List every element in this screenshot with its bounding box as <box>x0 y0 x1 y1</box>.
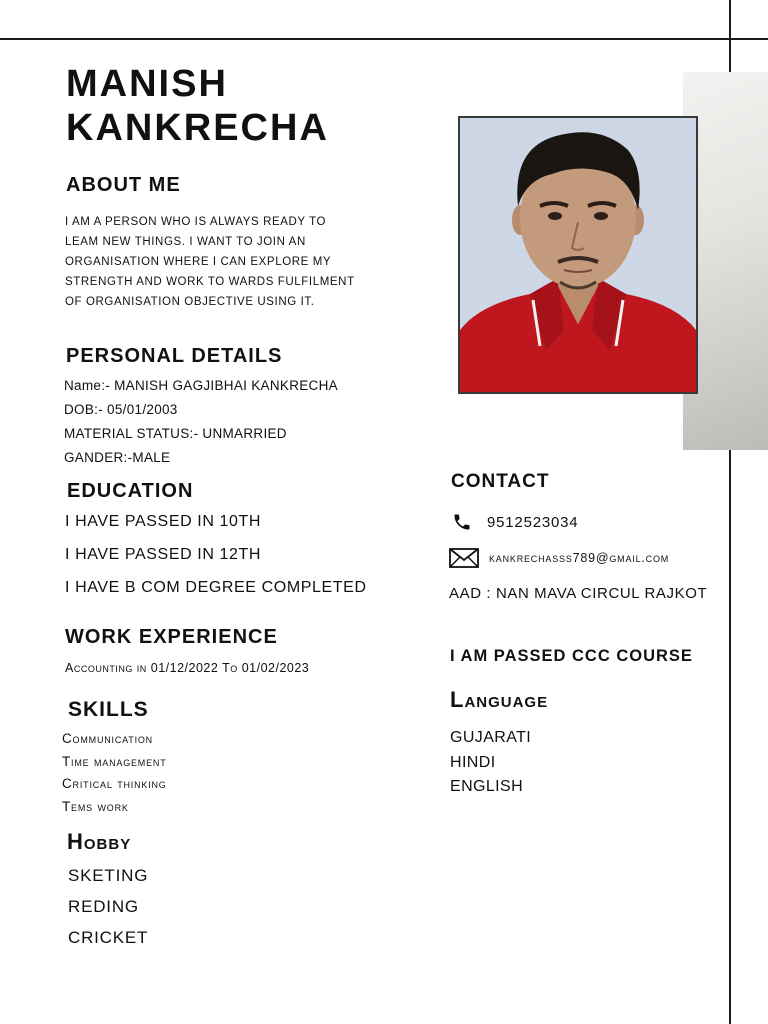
top-divider-line <box>0 38 768 40</box>
address-line: AAD : NAN MAVA CIRCUL RAJKOT <box>449 585 708 602</box>
about-heading: ABOUT ME <box>66 174 181 196</box>
phone-number[interactable]: 9512523034 <box>487 513 579 531</box>
contact-phone-row <box>452 512 578 532</box>
hobby-item: SKETING <box>68 866 149 885</box>
personal-details-list <box>64 374 338 470</box>
course-statement: I AM PASSED CCC COURSE <box>450 647 693 665</box>
personal-heading: PERSONAL DETAILS <box>66 345 283 367</box>
language-list <box>450 726 531 800</box>
language-item: HINDI <box>450 753 496 771</box>
personal-marital-status: MATERIAL STATUS:- UNMARRIED <box>64 426 287 441</box>
first-name: MANISH <box>66 63 228 105</box>
education-item: I HAVE PASSED IN 12TH <box>65 546 262 563</box>
skill-item: Time management <box>62 753 167 769</box>
phone-icon <box>452 512 472 532</box>
language-heading: Language <box>450 687 549 712</box>
work-heading: WORK EXPERIENCE <box>65 626 278 648</box>
personal-dob: DOB:- 05/01/2003 <box>64 402 178 417</box>
language-item: ENGLISH <box>450 778 524 795</box>
email-address[interactable]: kankrechasss789@gmail.com <box>489 551 670 565</box>
contact-heading: CONTACT <box>451 471 550 492</box>
skill-item: Tems work <box>62 798 129 814</box>
skill-item: Critical thinking <box>62 776 167 791</box>
hobby-item: REDING <box>68 897 139 916</box>
personal-gender: GANDER:-MALE <box>64 450 171 465</box>
personal-name: Name:- MANISH GAGJIBHAI KANKRECHA <box>64 378 338 393</box>
hobby-heading: Hobby <box>67 829 132 854</box>
skill-item: Communication <box>62 731 153 746</box>
education-heading: EDUCATION <box>67 480 194 502</box>
contact-email-row <box>449 548 669 568</box>
hobby-list <box>68 860 148 953</box>
envelope-icon <box>449 548 479 568</box>
language-item: GUJARATI <box>450 729 532 746</box>
work-experience-line: Accounting in 01/12/2022 To 01/02/2023 <box>65 661 310 675</box>
profile-photo <box>458 116 698 394</box>
education-item: I HAVE B COM DEGREE COMPLETED <box>65 579 367 596</box>
skills-heading: SKILLS <box>68 698 149 721</box>
hobby-item: CRICKET <box>68 928 149 947</box>
about-text: I AM A PERSON WHO IS ALWAYS READY TO LEAM NEW THINGS. I WANT TO JOIN AN ORGANISATION WHERE I CAN EXPLORE MY STRENGTH AND WORK TO WARDS FULFILMENT OF ORGANISATION OBJECTIVE USING IT. <box>65 216 355 308</box>
last-name: KANKRECHA <box>66 107 329 149</box>
skills-list <box>62 728 167 818</box>
education-list <box>65 505 367 604</box>
profile-photo-illustration <box>460 118 696 392</box>
education-item: I HAVE PASSED IN 10TH <box>65 513 262 530</box>
resume-name <box>66 62 329 150</box>
